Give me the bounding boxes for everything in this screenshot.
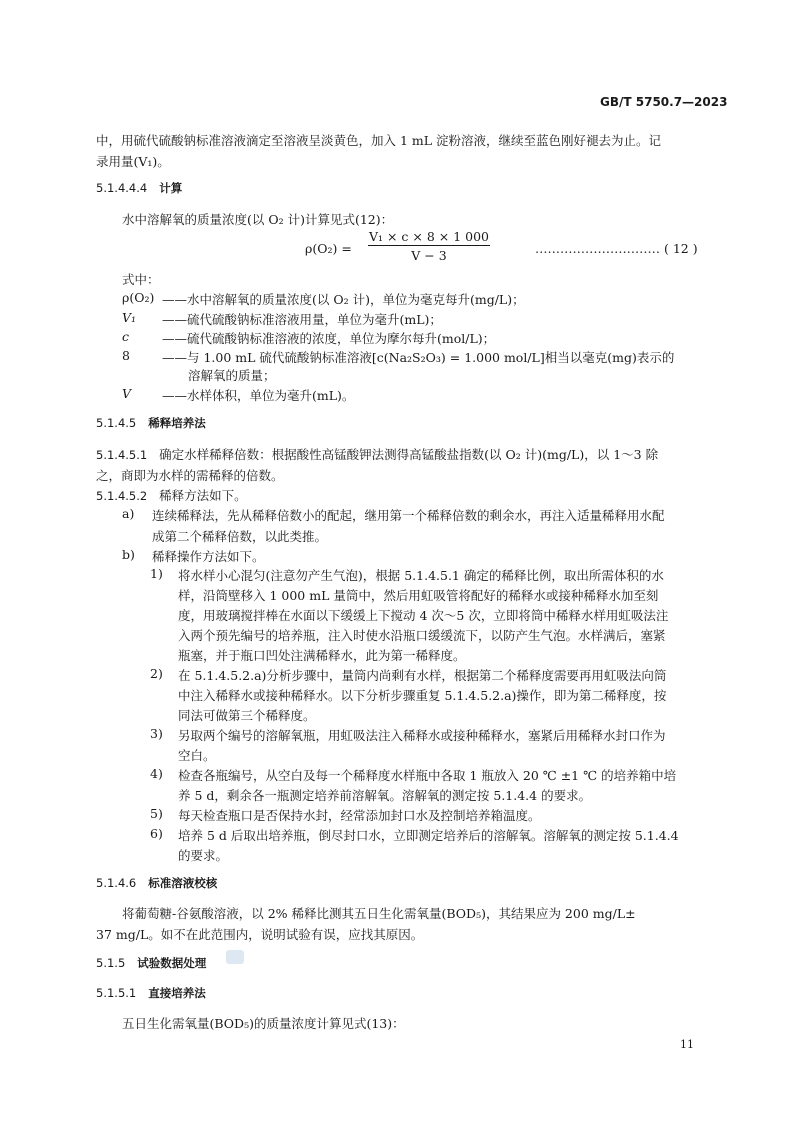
text-line: 中，用硫代硫酸钠标准溶液滴定至溶液呈淡黄色，加入 1 mL 淀粉溶液，继续至蓝色刚好褪去为止。记 [96, 133, 662, 148]
text-line: 将葡萄糖-谷氨酸溶液，以 2% 稀释比测其五日生化需氧量(BOD₅)，其结果应为 200 mg/L± [122, 906, 636, 921]
section-heading-5-1-4-5 [96, 415, 206, 431]
text-line: 培养 5 d 后取出培养瓶，倒尽封口水，立即测定培养后的溶解氧。溶解氧的测定按 5.1.4.4 [178, 828, 679, 843]
section-title: 标准溶液校核 [148, 876, 218, 890]
text-line: 中注入稀释水或接种稀释水。以下分析步骤重复 5.1.4.5.2.a)操作，即为第二稀释度，按 [178, 688, 667, 703]
text-line: 五日生化需氧量(BOD₅)的质量浓度计算见式(13)： [122, 1016, 405, 1031]
formula-reference: ………………………… ( 12 ) [535, 241, 698, 256]
text-line: 瓶塞，并于瓶口凹处注满稀释水，此为第一稀释度。 [178, 648, 466, 663]
paragraph-5-1-4-5-1 [96, 445, 658, 463]
section-title: 计算 [159, 181, 183, 195]
list-label: 6) [150, 826, 163, 841]
section-number: 5.1.4.6 [96, 876, 137, 890]
definition-text: ——与 1.00 mL 硫代硫酸钠标准溶液[c(Na₂S₂O₃) = 1.000 mol/L]相当以毫克(mg)表示的 [162, 350, 675, 365]
formula-lhs: ρ(O₂) = [305, 241, 352, 256]
clause-number: 5.1.4.5.1 [96, 448, 148, 462]
section-heading-5-1-4-4-4 [96, 180, 182, 196]
definition-symbol: c [122, 329, 130, 344]
text-line: 录用量(V₁)。 [96, 154, 170, 169]
text-line: 在 5.1.4.5.2.a)分析步骤中，量筒内尚剩有水样，根据第二个稀释度需要再用虹吸法向筒 [178, 668, 667, 683]
text-line: 同法可做第三个稀释度。 [178, 708, 316, 723]
section-heading-5-1-5 [96, 955, 206, 971]
text-line: 检查各瓶编号，从空白及每一个稀释度水样瓶中各取 1 瓶放入 20 ℃ ±1 ℃ 的培养箱中培 [178, 768, 677, 783]
definition-symbol: V [122, 386, 132, 401]
text-line: 成第二个稀释倍数，以此类推。 [152, 529, 328, 544]
list-label: 4) [150, 766, 163, 781]
section-number: 5.1.4.5 [96, 416, 137, 430]
clause-text: 确定水样稀释倍数：根据酸性高锰酸钾法测得高锰酸盐指数(以 O₂ 计)(mg/L)，以 1～3 除 [159, 447, 659, 462]
text-line: 的要求。 [178, 848, 229, 863]
formula-numerator: V₁ × c × 8 × 1 000 [368, 229, 490, 244]
definition-symbol: 8 [122, 348, 130, 363]
definition-text: ——水中溶解氧的质量浓度(以 O₂ 计)，单位为毫克每升(mg/L)； [162, 292, 525, 307]
section-number: 5.1.5.1 [96, 986, 137, 1000]
text-line: 稀释操作方法如下。 [152, 549, 265, 564]
list-label: 3) [150, 726, 163, 741]
section-title: 稀释培养法 [148, 416, 206, 430]
text-line: 空白。 [178, 748, 216, 763]
text-line: 每天检查瓶口是否保持水封，经常添加封口水及控制培养箱温度。 [178, 808, 541, 823]
text-line: 养 5 d，剩余各一瓶测定培养前溶解氧。溶解氧的测定按 5.1.4.4 的要求。 [178, 788, 592, 803]
formula-denominator: V − 3 [411, 248, 447, 263]
text-line: 式中： [122, 272, 160, 287]
clause-number: 5.1.4.5.2 [96, 489, 148, 503]
list-label: a) [122, 506, 135, 521]
formula-fraction [368, 229, 490, 263]
definition-text: ——水样体积，单位为毫升(mL)。 [162, 388, 355, 403]
definition-text: ——硫代硫酸钠标准溶液用量，单位为毫升(mL)； [162, 312, 442, 327]
list-label: b) [122, 547, 135, 562]
text-line: 之，商即为水样的需稀释的倍数。 [96, 468, 284, 483]
text-line: 将水样小心混匀(注意勿产生气泡)，根据 5.1.4.5.1 确定的稀释比例，取出所需体积的水 [178, 568, 664, 583]
text-line: 水中溶解氧的质量浓度(以 O₂ 计)计算见式(12)： [122, 212, 394, 227]
text-line: 37 mg/L。如不在此范围内，说明试验有误，应找其原因。 [96, 927, 424, 942]
section-title: 试验数据处理 [137, 956, 207, 970]
section-heading-5-1-5-1 [96, 985, 206, 1001]
definition-symbol: V₁ [122, 310, 137, 325]
text-line: 入两个预先编号的培养瓶，注入时使水沿瓶口缓缓流下，以防产生气泡。水样满后，塞紧 [178, 628, 666, 643]
standard-number: GB/T 5750.7—2023 [600, 95, 728, 109]
definition-text: 溶解氧的质量； [188, 368, 276, 383]
definition-symbol: ρ(O₂) [122, 290, 155, 305]
text-line: 度，用玻璃搅拌棒在水面以下缓缓上下搅动 4 次～5 次，立即将筒中稀释水样用虹吸法注 [178, 608, 669, 623]
text-line: 样，沿筒壁移入 1 000 mL 量筒中，然后用虹吸管将配好的稀释水或接种稀释水加至刻 [178, 588, 659, 603]
fraction-bar [368, 245, 490, 246]
list-label: 1) [150, 566, 163, 581]
section-heading-5-1-4-6 [96, 875, 217, 891]
definition-text: ——硫代硫酸钠标准溶液的浓度，单位为摩尔每升(mol/L)； [162, 331, 496, 346]
stamp-icon [226, 950, 244, 964]
text-line: 连续稀释法，先从稀释倍数小的配起，继用第一个稀释倍数的剩余水，再注入适量稀释用水配 [152, 508, 665, 523]
text-line: 另取两个编号的溶解氧瓶，用虹吸法注入稀释水或接种稀释水，塞紧后用稀释水封口作为 [178, 728, 666, 743]
section-title: 直接培养法 [148, 986, 206, 1000]
list-label: 2) [150, 666, 163, 681]
page-number: 11 [680, 1038, 694, 1051]
section-number: 5.1.5 [96, 956, 126, 970]
paragraph-5-1-4-5-2 [96, 486, 247, 504]
section-number: 5.1.4.4.4 [96, 181, 148, 195]
list-label: 5) [150, 806, 163, 821]
clause-text: 稀释方法如下。 [159, 488, 247, 503]
